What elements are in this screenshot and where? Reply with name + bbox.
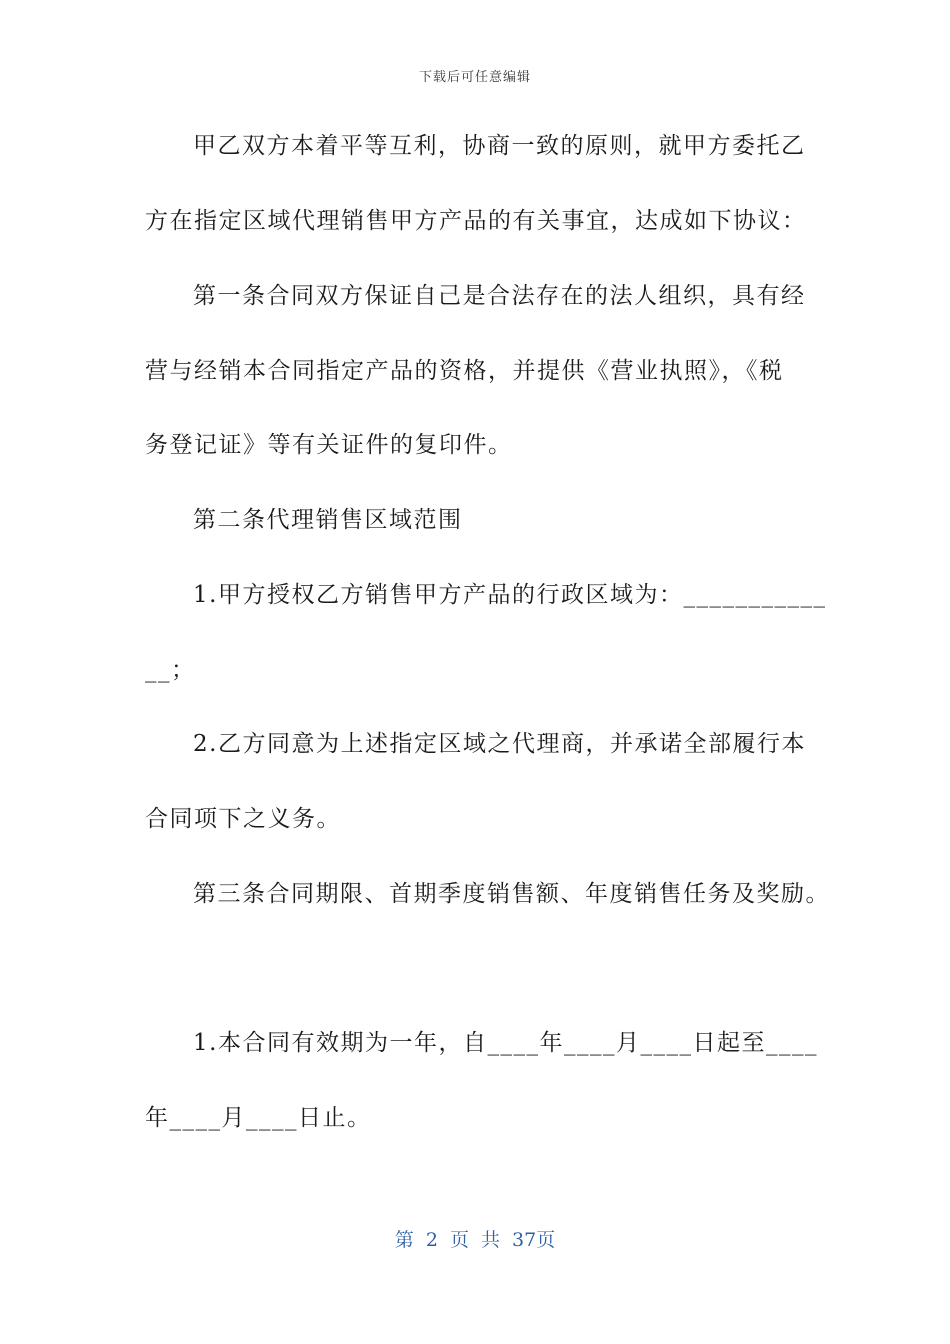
paragraph-line: 1.本合同有效期为一年，自____年____月____日起至____	[193, 1030, 818, 1056]
header-note: 下载后可任意编辑	[418, 70, 531, 85]
paragraph-line: 营与经销本合同指定产品的资格，并提供《营业执照》，《税	[145, 358, 784, 384]
paragraph-line: 1.甲方授权乙方销售甲方产品的行政区域为：___________	[193, 582, 827, 608]
paragraph-line: 合同项下之义务。	[145, 806, 341, 832]
paragraph-line: 2.乙方同意为上述指定区域之代理商，并承诺全部履行本	[193, 731, 806, 757]
section-heading: 第三条合同期限、首期季度销售额、年度销售任务及奖励。	[193, 881, 830, 907]
paragraph-line: 方在指定区域代理销售甲方产品的有关事宜，达成如下协议：	[145, 208, 807, 234]
page-number: 第 2 页 共 37页	[394, 1229, 556, 1251]
paragraph-line: 第一条合同双方保证自己是合法存在的法人组织，具有经	[193, 283, 806, 309]
paragraph-line: 甲乙双方本着平等互利，协商一致的原则，就甲方委托乙	[193, 133, 806, 159]
paragraph-line: __；	[145, 657, 196, 683]
section-heading: 第二条代理销售区域范围	[193, 507, 463, 533]
paragraph-line: 务登记证》等有关证件的复印件。	[145, 432, 513, 458]
paragraph-line: 年____月____日止。	[145, 1105, 372, 1131]
